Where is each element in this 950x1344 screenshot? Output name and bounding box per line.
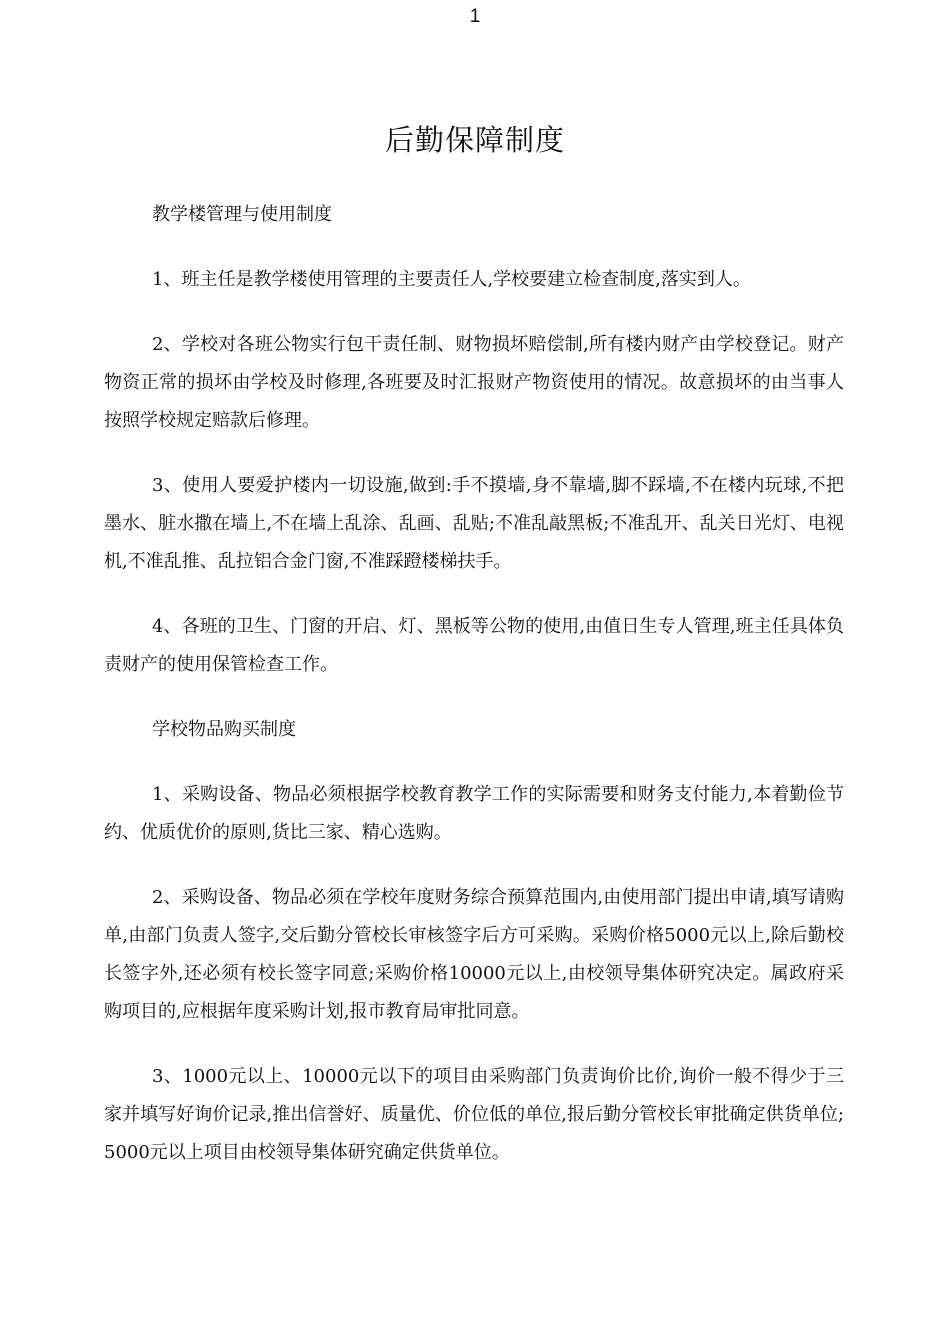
document-title: 后勤保障制度 (384, 123, 565, 157)
paragraph: 2、学校对各班公物实行包干责任制、财物损坏赔偿制,所有楼内财产由学校登记。财产物资正常的损坏由学校及时修理,各班要及时汇报财产物资使用的情况。故意损坏的由当事人按照学校规定赔款后修理。 (104, 334, 844, 431)
section-heading: 学校物品购买制度 (152, 719, 296, 740)
paragraph: 1、采购设备、物品必须根据学校教育教学工作的实际需要和财务支付能力,本着勤俭节约、优质优价的原则,货比三家、精心选购。 (104, 784, 844, 843)
section-heading: 教学楼管理与使用制度 (152, 204, 332, 225)
paragraph: 2、采购设备、物品必须在学校年度财务综合预算范围内,由使用部门提出申请,填写请购单,由部门负责人签字,交后勤分管校长审核签字后方可采购。采购价格5000元以上,除后勤校长签字外,还必须有校长签字同意;采购价格10000元以上,由校领导集体研究决定。属政府采购项目的,应根据年度采购计划,报市教育局审批同意。 (104, 887, 844, 1022)
document-body (104, 196, 844, 1199)
section-purchasing (104, 711, 844, 1172)
paragraph: 3、使用人要爱护楼内一切设施,做到:手不摸墙,身不靠墙,脚不踩墙,不在楼内玩球,不把墨水、脏水撒在墙上,不在墙上乱涂、乱画、乱贴;不准乱敲黑板;不准乱开、乱关日光灯、电视机,不准乱推、乱拉铝合金门窗,不准踩蹬楼梯扶手。 (104, 475, 844, 572)
page-number: 1 (469, 6, 481, 27)
section-building-management (104, 196, 844, 684)
paragraph: 4、各班的卫生、门窗的开启、灯、黑板等公物的使用,由值日生专人管理,班主任具体负责财产的使用保管检查工作。 (104, 616, 844, 675)
paragraph: 1、班主任是教学楼使用管理的主要责任人,学校要建立检查制度,落实到人。 (152, 269, 751, 290)
paragraph: 3、1000元以上、10000元以下的项目由采购部门负责询价比价,询价一般不得少于三家并填写好询价记录,推出信誉好、质量优、价位低的单位,报后勤分管校长审批确定供货单位;5000元以上项目由校领导集体研究确定供货单位。 (104, 1066, 844, 1163)
